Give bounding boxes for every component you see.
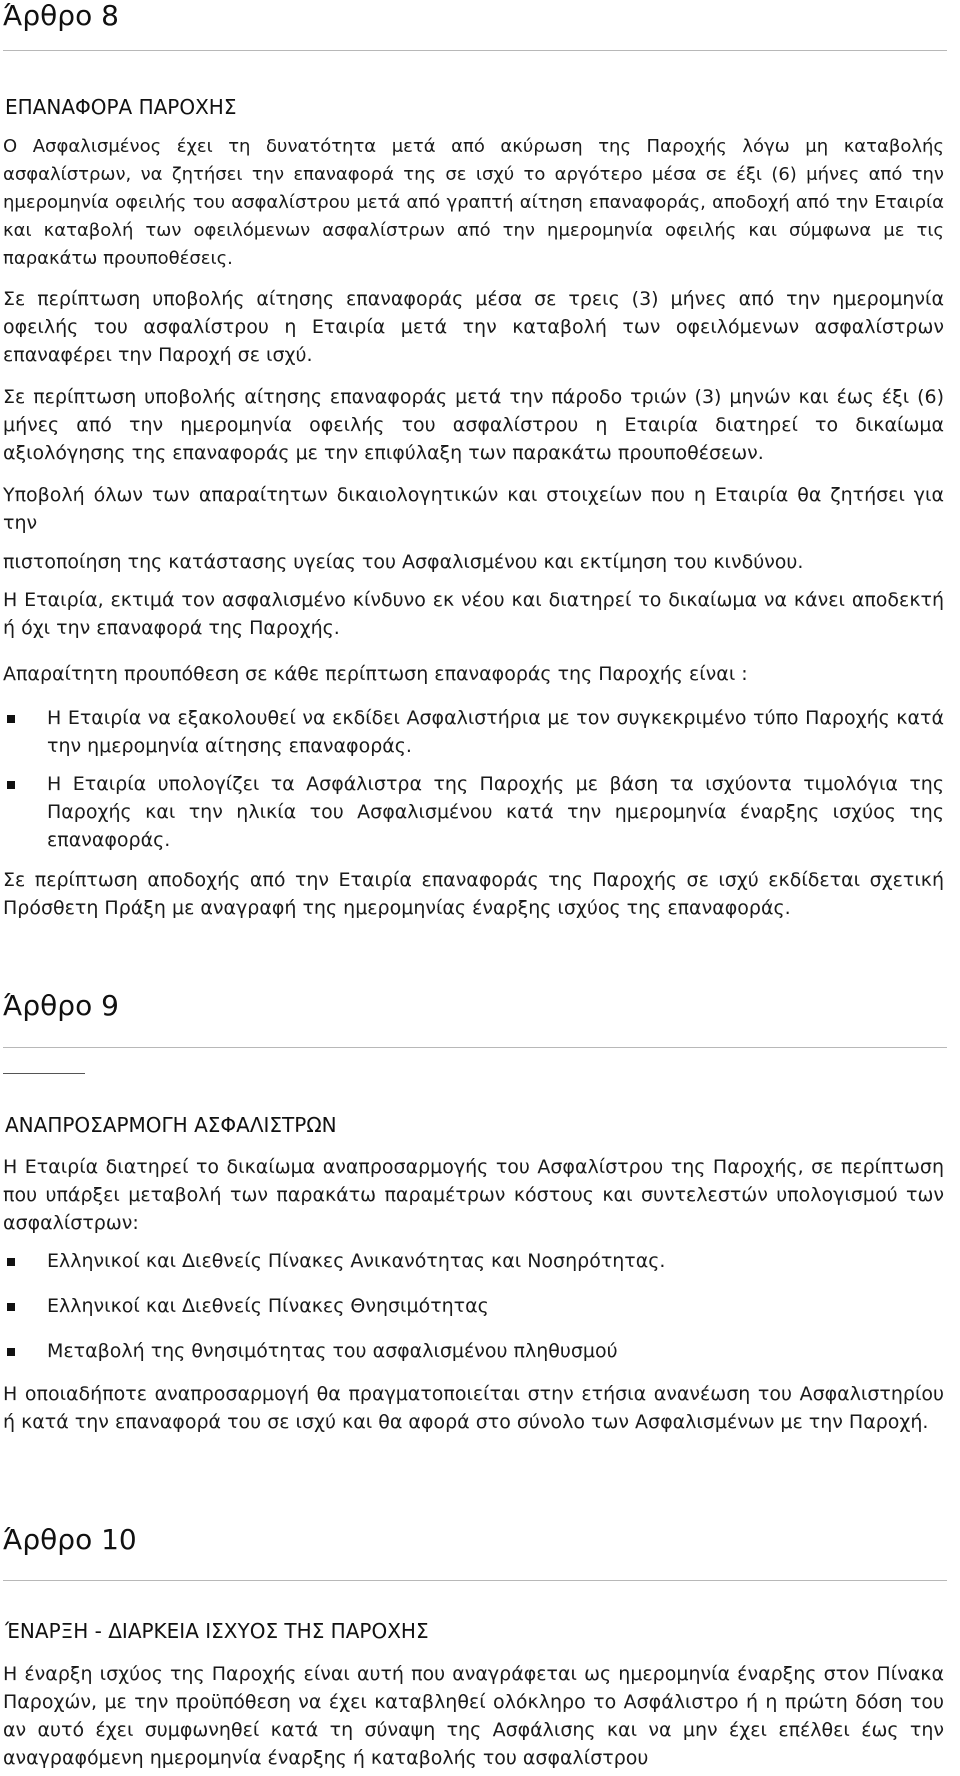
bullet-square-icon [7,1348,15,1356]
article-8-section-title: ΕΠΑΝΑΦΟΡΑ ΠΑΡΟΧΗΣ [5,95,237,119]
article-8-intro: Ο Ασφαλισμένος έχει τη δυνατότητα μετά από ακύρωση της Παροχής λόγω μη καταβολής ασφαλίστρων, να ζητήσει την επαναφορά της σε ισχύ το αργότερο μέσα σε έξι (6) μήνες από την ημερομηνία οφειλής του ασφαλίστρου μετά από γραπτή αίτηση επαναφοράς, αποδοχή από την Εταιρία και καταβολή των οφειλόμενων ασφαλίστρων από την ημερομηνία οφειλής και σύμφωνα με τις παρακάτω προυποθέσεις. [3,136,944,269]
article-9-short-divider [3,1073,85,1074]
article-9-heading: Άρθρο 9 [3,989,119,1022]
bullet-square-icon [7,781,15,789]
article-8-paragraph-reevaluation: Η Εταιρία, εκτιμά τον ασφαλισμένο κίνδυνο εκ νέου και διατηρεί το δικαίωμα να κάνει αποδεκτή ή όχι την επαναφορά της Παροχής. [3,589,944,639]
article-10-divider [3,1580,947,1581]
article-9-intro: Η Εταιρία διατηρεί το δικαίωμα αναπροσαρμογής του Ασφαλίστρου της Παροχής, σε περίπτωση που υπάρξει μεταβολή των παρακάτω παραμέτρων κόστους και συντελεστών υπολογισμού των ασφαλίστρων: [3,1156,944,1234]
article-8-bullet-1: Η Εταιρία να εξακολουθεί να εκδίδει Ασφαλιστήρια με τον συγκεκριμένο τύπο Παροχής κατά την ημερομηνία αίτησης επαναφοράς. [47,707,944,757]
article-9-bullet-2: Ελληνικοί και Διεθνείς Πίνακες Θνησιμότητας [47,1295,489,1317]
article-9-bullet-1: Ελληνικοί και Διεθνείς Πίνακες Ανικανότητας και Νοσηρότητας. [47,1250,666,1272]
article-8-paragraph-after-3-months: Σε περίπτωση υποβολής αίτησης επαναφοράς μετά την πάροδο τριών (3) μηνών και έως έξι (6) μήνες από την ημερομηνία οφειλής του ασφαλίστρου η Εταιρία διατηρεί το δικαίωμα αξιολόγησης της επαναφοράς με την επιφύλαξη των παρακάτω προυποθέσεων. [3,386,944,464]
article-8-paragraph-health: πιστοποίηση της κατάστασης υγείας του Ασφαλισμένου και εκτίμηση του κινδύνου. [3,551,804,573]
bullet-square-icon [7,1303,15,1311]
article-10-section-title: ΈΝΑΡΞΗ - ΔΙΑΡΚΕΙΑ ΙΣΧΥΟΣ ΤΗΣ ΠΑΡΟΧΗΣ [5,1619,429,1643]
article-9-divider [3,1047,947,1048]
article-8-divider [3,50,947,51]
bullet-square-icon [7,715,15,723]
article-8-closing: Σε περίπτωση αποδοχής από την Εταιρία επαναφοράς της Παροχής σε ισχύ εκδίδεται σχετική Πρόσθετη Πράξη με αναγραφή της ημερομηνίας έναρξης ισχύος της επαναφοράς. [3,869,944,919]
article-8-paragraph-documents: Υποβολή όλων των απαραίτητων δικαιολογητικών και στοιχείων που η Εταιρία θα ζητήσει για την [3,484,944,534]
bullet-square-icon [7,1258,15,1266]
article-8-heading: Άρθρο 8 [3,0,119,32]
article-8-bullet-2: Η Εταιρία υπολογίζει τα Ασφάλιστρα της Παροχής με βάση τα ισχύοντα τιμολόγια της Παροχής και την ηλικία του Ασφαλισμένου κατά την ημερομηνία έναρξης ισχύος της επαναφοράς. [47,773,944,851]
article-9-bullet-3: Μεταβολή της θνησιμότητας του ασφαλισμένου πληθυσμού [47,1340,618,1362]
article-10-heading: Άρθρο 10 [3,1523,137,1556]
article-10-intro: Η έναρξη ισχύος της Παροχής είναι αυτή που αναγράφεται ως ημερομηνία έναρξης στον Πίνακα Παροχών, με την προϋπόθεση να έχει καταβληθεί ολόκληρο το Ασφάλιστρο ή η πρώτη δόση του αν αυτό έχει συμφωνηθεί κατά τη σύναψη της Ασφάλισης και να μην έχει επέλθει έως την αναγραφόμενη ημερομηνία έναρξης ή καταβολής του ασφαλίστρου [3,1663,944,1769]
article-8-paragraph-within-3-months: Σε περίπτωση υποβολής αίτησης επαναφοράς μέσα σε τρεις (3) μήνες από την ημερομηνία οφειλής του ασφαλίστρου η Εταιρία μετά την καταβολή των οφειλόμενων ασφαλίστρων επαναφέρει την Παροχή σε ισχύ. [3,288,944,366]
article-9-closing: Η οποιαδήποτε αναπροσαρμογή θα πραγματοποιείται στην ετήσια ανανέωση του Ασφαλιστηρίου ή κατά την επαναφορά του σε ισχύ και θα αφορά στο σύνολο των Ασφαλισμένων με την Παροχή. [3,1383,944,1433]
article-9-section-title: ΑΝΑΠΡΟΣΑΡΜΟΓΗ ΑΣΦΑΛΙΣΤΡΩΝ [5,1113,337,1137]
article-8-prerequisite: Απαραίτητη προυπόθεση σε κάθε περίπτωση επαναφοράς της Παροχής είναι : [3,663,748,685]
